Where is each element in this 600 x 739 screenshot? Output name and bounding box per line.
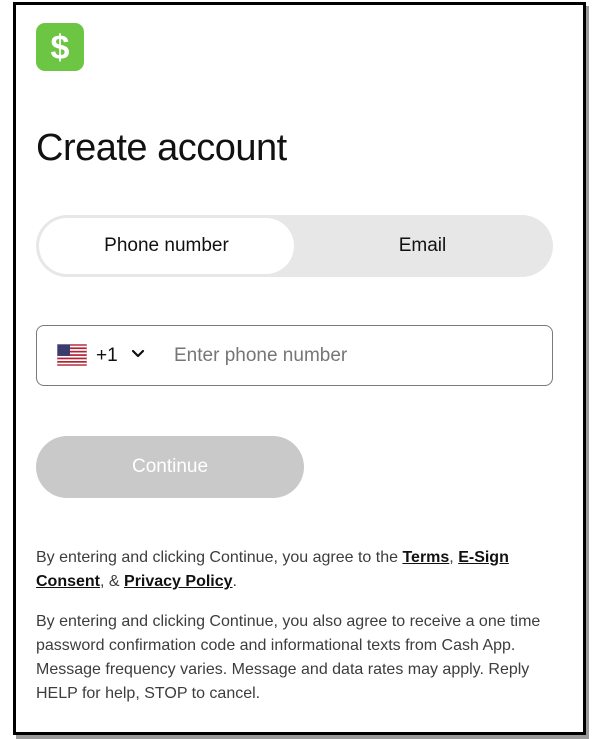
terms-notice <box>36 546 556 594</box>
terms-separator: , <box>449 549 459 566</box>
tab-phone-number-label: Phone number <box>104 235 229 256</box>
sms-consent-notice: By entering and clicking Continue, you also agree to receive a one time password confirmation code and informational texts from Cash App. Message frequency varies. Message and data rates may apply. Reply HELP for help, STOP to cancel. <box>36 613 541 702</box>
continue-button[interactable]: Continue <box>36 436 304 498</box>
svg-text:$: $ <box>50 30 70 64</box>
tab-phone-number[interactable] <box>39 218 294 274</box>
cash-app-logo <box>36 23 84 71</box>
signup-method-toggle <box>36 215 553 277</box>
terms-prefix: By entering and clicking Continue, you agree to the <box>36 549 403 566</box>
terms-separator-2: , & <box>100 573 125 590</box>
tab-email-label: Email <box>398 235 447 256</box>
esign-consent-link[interactable]: E-Sign Consent <box>36 549 509 590</box>
tab-email[interactable] <box>295 218 550 274</box>
us-flag-icon[interactable] <box>57 344 87 366</box>
country-code[interactable]: +1 <box>96 345 118 366</box>
chevron-down-icon[interactable] <box>131 349 145 359</box>
dollar-icon <box>45 30 75 64</box>
window-frame <box>13 2 586 735</box>
terms-link[interactable]: Terms <box>402 549 450 566</box>
privacy-policy-link[interactable]: Privacy Policy <box>124 573 233 590</box>
terms-end: . <box>232 573 237 590</box>
page-title: Create account <box>36 127 287 169</box>
phone-number-input[interactable] <box>172 338 536 374</box>
phone-field <box>36 325 553 386</box>
